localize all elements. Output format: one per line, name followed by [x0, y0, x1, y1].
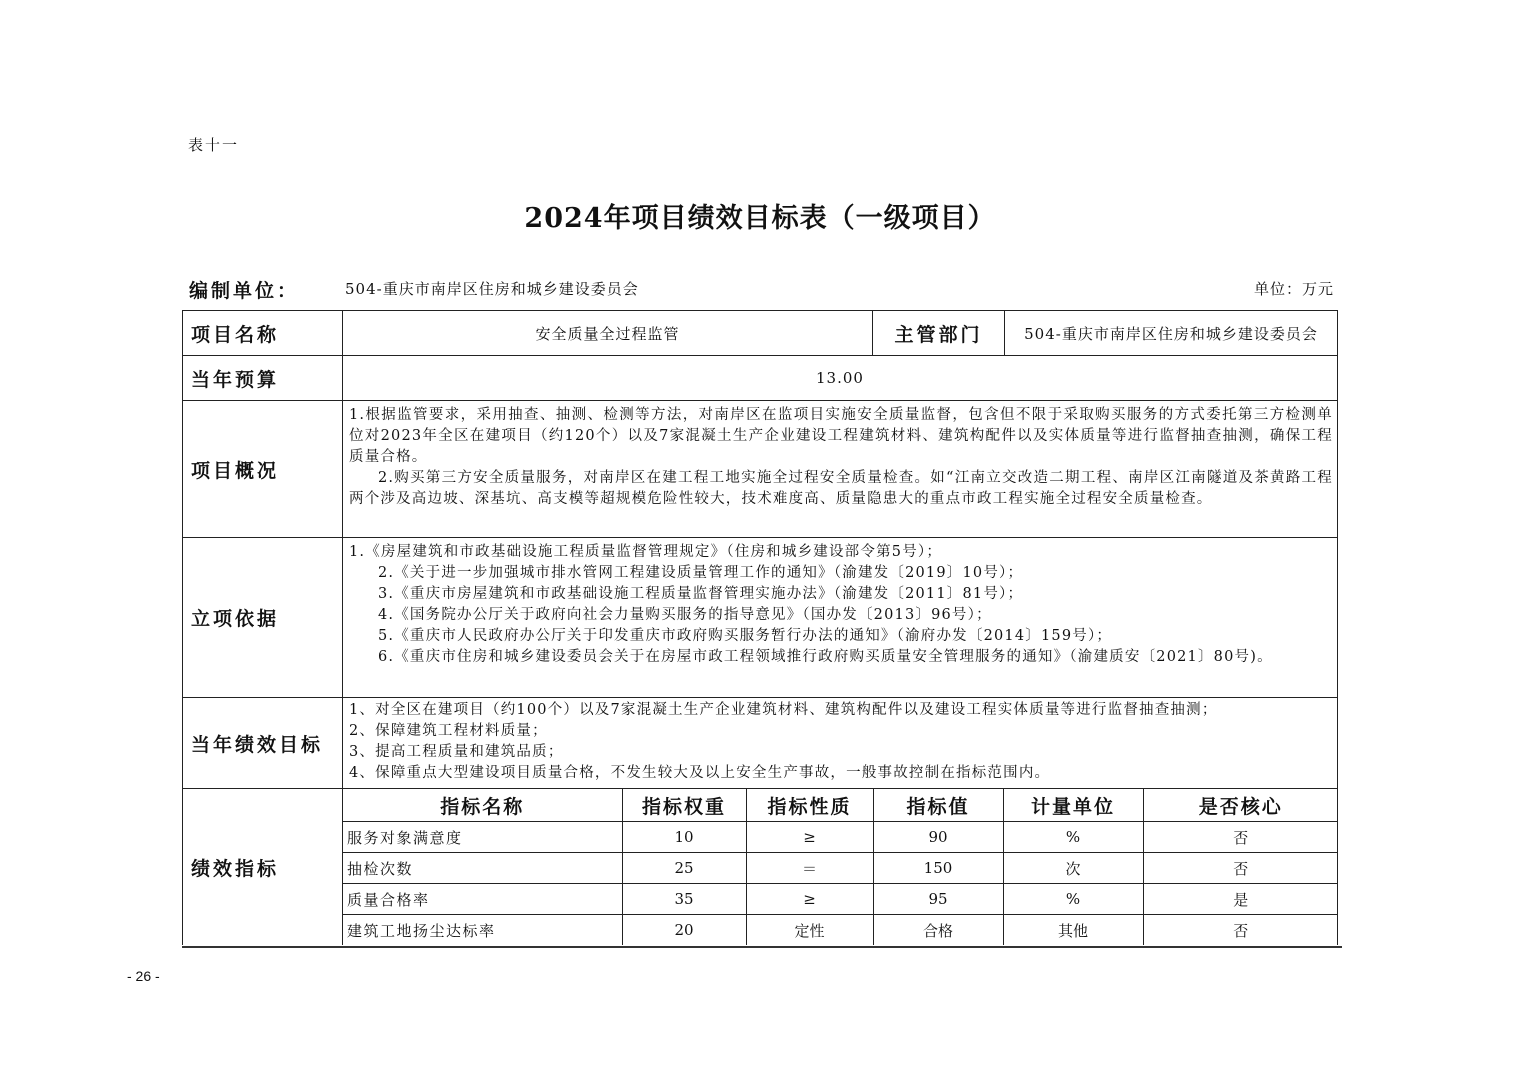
basis-text: [343, 538, 1338, 698]
budget-value: 13.00: [343, 356, 1338, 401]
indicator-nature: ≥: [746, 884, 873, 915]
basis-item: 1.《房屋建筑和市政基础设施工程质量监督管理规定》（住房和城乡建设部令第5号）；: [349, 544, 943, 560]
goal-item: 1、对全区在建项目（约100个）以及7家混凝土生产企业建筑材料、建筑构配件以及建设工程实体质量等进行监督抽查抽测；: [349, 702, 1218, 718]
basis-row: [183, 538, 1338, 698]
goal-label: 当年绩效目标: [183, 698, 343, 789]
header-unit: 计量单位: [1003, 789, 1143, 822]
indicator-value: 150: [873, 853, 1003, 884]
indicator-weight: 25: [622, 853, 746, 884]
goal-item: 3、提高工程质量和建筑品质；: [349, 744, 564, 760]
indicator-nature: 定性: [746, 915, 873, 946]
indicator-row: [183, 789, 1338, 946]
indicator-core: 是: [1143, 884, 1338, 915]
table-number-label: 表十一: [188, 136, 240, 154]
budget-label: 当年预算: [183, 356, 343, 401]
indicator-header-row: [343, 789, 1338, 822]
budget-row: [183, 356, 1338, 401]
indicator-weight: 35: [622, 884, 746, 915]
indicator-unit: %: [1003, 822, 1143, 853]
overview-row: [183, 401, 1338, 538]
project-name-value: 安全质量全过程监管: [343, 311, 873, 356]
overview-text: [343, 401, 1338, 538]
header-weight: 指标权重: [622, 789, 746, 822]
table-row: [343, 822, 1338, 853]
goal-item: 2、保障建筑工程材料质量；: [349, 723, 548, 739]
header-nature: 指标性质: [746, 789, 873, 822]
basis-item: 5.《重庆市人民政府办公厅关于印发重庆市政府购买服务暂行办法的通知》（渝府办发〔2014〕159号）；: [378, 628, 1113, 644]
performance-goal-table: [182, 310, 1338, 945]
table-row: [343, 853, 1338, 884]
basis-item: 2.《关于进一步加强城市排水管网工程建设质量管理工作的通知》（渝建发〔2019〕10号）；: [378, 565, 1024, 581]
table-bottom-rule: [182, 946, 1342, 948]
indicator-unit: %: [1003, 884, 1143, 915]
goal-row: [183, 698, 1338, 789]
indicator-core: 否: [1143, 915, 1338, 946]
indicator-name: 建筑工地扬尘达标率: [343, 915, 622, 946]
document-title: 2024年项目绩效目标表（一级项目）: [524, 203, 996, 234]
indicator-unit: 次: [1003, 853, 1143, 884]
indicator-table: [343, 789, 1338, 945]
overview-label: 项目概况: [183, 401, 343, 538]
header-core: 是否核心: [1143, 789, 1338, 822]
header-value: 指标值: [873, 789, 1003, 822]
basis-item: 4.《国务院办公厅关于政府向社会力量购买服务的指导意见》（国办发〔2013〕96号）；: [378, 607, 992, 623]
indicator-value: 合格: [873, 915, 1003, 946]
indicator-cell: [343, 789, 1338, 946]
indicator-nature: ＝: [746, 853, 873, 884]
indicator-weight: 10: [622, 822, 746, 853]
table-row: [343, 915, 1338, 946]
indicator-core: 否: [1143, 853, 1338, 884]
indicator-value: 90: [873, 822, 1003, 853]
dept-value: 504-重庆市南岸区住房和城乡建设委员会: [1005, 311, 1338, 356]
indicator-weight: 20: [622, 915, 746, 946]
indicator-value: 95: [873, 884, 1003, 915]
indicator-label: 绩效指标: [183, 789, 343, 946]
goal-text: [343, 698, 1338, 789]
goal-item: 4、保障重点大型建设项目质量合格，不发生较大及以上安全生产事故，一般事故控制在指标范围内。: [349, 765, 1051, 781]
indicator-nature: ≥: [746, 822, 873, 853]
project-name-label: 项目名称: [183, 311, 343, 356]
dept-label: 主管部门: [873, 311, 1005, 356]
overview-paragraph-2: 2.购买第三方安全质量服务，对南岸区在建工程工地实施全过程安全质量检查。如“江南立交改造二期工程、南岸区江南隧道及茶黄路工程两个涉及高边坡、深基坑、高支模等超规模危险性较大，技术难度高、质量隐患大的重点市政工程实施全过程安全质量检查。: [349, 470, 1333, 507]
indicator-name: 服务对象满意度: [343, 822, 622, 853]
table-row: [343, 884, 1338, 915]
basis-item: 3.《重庆市房屋建筑和市政基础设施工程质量监督管理实施办法》（渝建发〔2011〕81号）；: [378, 586, 1024, 602]
basis-label: 立项依据: [183, 538, 343, 698]
org-label: 编制单位：: [189, 280, 300, 302]
unit-label: 单位：万元: [1253, 280, 1334, 298]
overview-paragraph-1: 1.根据监管要求，采用抽查、抽测、检测等方法，对南岸区在监项目实施安全质量监督，包含但不限于采取购买服务的方式委托第三方检测单位对2023年全区在建项目（约120个）以及7家混凝土生产企业建设工程建筑材料、建筑构配件以及实体质量等进行监督抽查抽测，确保工程质量合格。: [349, 407, 1333, 465]
indicator-core: 否: [1143, 822, 1338, 853]
indicator-unit: 其他: [1003, 915, 1143, 946]
basis-item: 6.《重庆市住房和城乡建设委员会关于在房屋市政工程领域推行政府购买质量安全管理服务的通知》（渝建质安〔2021〕80号)。: [378, 649, 1273, 665]
header-indicator-name: 指标名称: [343, 789, 622, 822]
project-name-row: [183, 311, 1338, 356]
indicator-name: 抽检次数: [343, 853, 622, 884]
indicator-name: 质量合格率: [343, 884, 622, 915]
page-number: - 26 -: [127, 968, 160, 984]
org-value: 504-重庆市南岸区住房和城乡建设委员会: [345, 280, 639, 298]
